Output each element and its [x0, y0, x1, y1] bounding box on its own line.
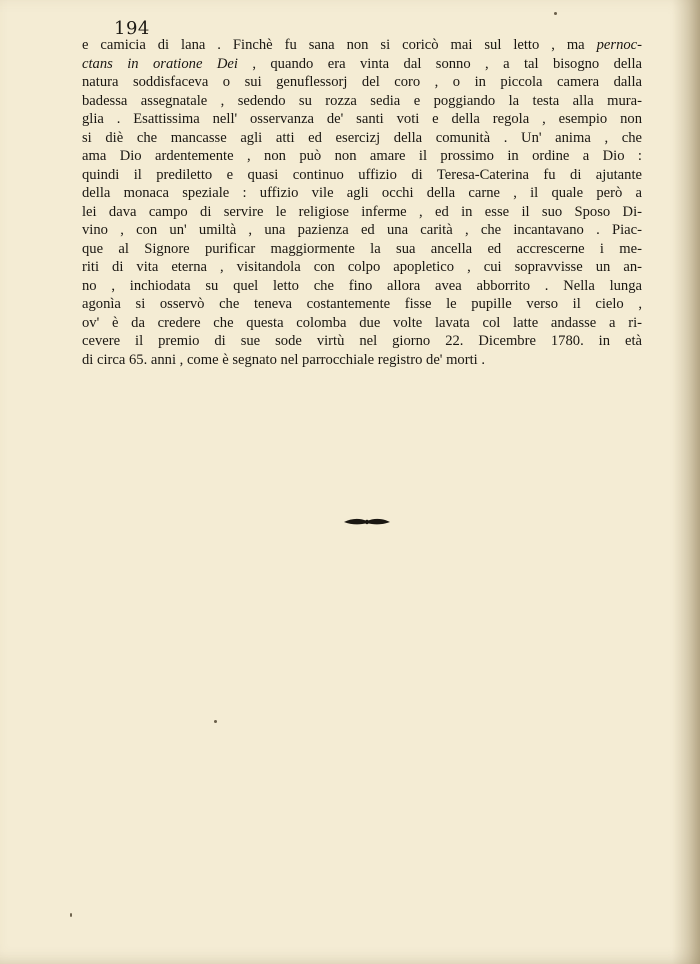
- tailpiece-ornament-icon: [342, 515, 392, 529]
- text-line: [82, 203, 642, 222]
- body-text: [82, 36, 642, 369]
- italic-text-segment: ctans in oratione Dei: [82, 55, 238, 72]
- text-segment: quindi il prediletto e quasi continuo uffizio di Teresa-Caterina fu di ajutante: [82, 166, 642, 183]
- page-edge-shadow: [672, 0, 700, 964]
- text-segment: que al Signore purificar maggiormente la sua ancella ed accrescerne i me-: [82, 240, 642, 257]
- text-line: [82, 110, 642, 129]
- text-line: [82, 184, 642, 203]
- text-segment: riti di vita eterna , visitandola con colpo apopletico , cui sopravvisse un an-: [82, 259, 642, 275]
- text-segment: di circa 65. anni , come è segnato nel parrocchiale registro de' morti .: [82, 351, 485, 368]
- text-line: [82, 258, 642, 277]
- text-segment: ama Dio ardentemente , non può non amare il prossimo in ordine a Dio :: [82, 148, 642, 164]
- text-line: [82, 351, 642, 370]
- page-number: 194: [114, 18, 150, 39]
- text-segment: natura soddisfaceva o sui genuflessorj del coro , o in piccola camera dalla: [82, 74, 642, 90]
- text-line: [82, 147, 642, 166]
- text-line: [82, 73, 642, 92]
- text-segment: ov' è da credere che questa colomba due volte lavata col latte andasse a ri-: [82, 314, 642, 331]
- italic-text-segment: pernoc-: [596, 37, 642, 53]
- text-line: [82, 92, 642, 111]
- text-segment: lei dava campo di servire le religiose inferme , ed in esse il suo Sposo Di-: [82, 203, 642, 220]
- text-line: [82, 240, 642, 259]
- text-segment: agonìa si osservò che teneva costantemente fisse le pupille verso il cielo ,: [82, 296, 642, 312]
- paper-speck: [70, 913, 72, 917]
- text-line: [82, 277, 642, 296]
- paper-speck: [554, 12, 557, 15]
- text-line: [82, 36, 642, 55]
- text-line: [82, 221, 642, 240]
- text-segment: glia . Esattissima nell' osservanza de' santi voti e della regola , esempio non: [82, 111, 642, 127]
- text-segment: cevere il premio di sue sode virtù nel giorno 22. Dicembre 1780. in età: [82, 333, 642, 349]
- text-line: [82, 314, 642, 333]
- text-segment: no , inchiodata su quel letto che fino allora avea abborrito . Nella lunga: [82, 277, 642, 294]
- text-segment: vino , con un' umiltà , una pazienza ed una carità , che incantavano . Piac-: [82, 222, 642, 238]
- text-line: [82, 166, 642, 185]
- paper-speck: [214, 720, 217, 723]
- text-segment: si diè che mancasse agli atti ed esercizj della comunità . Un' anima , che: [82, 129, 642, 146]
- text-segment: , quando era vinta dal sonno , a tal bisogno della: [237, 55, 642, 72]
- text-line: [82, 332, 642, 351]
- text-segment: della monaca speziale : uffizio vile agli occhi della carne , il quale però a: [82, 185, 642, 201]
- text-segment: e camicia di lana . Finchè fu sana non si coricò mai sul letto , ma: [82, 37, 597, 53]
- text-line: [82, 129, 642, 148]
- text-segment: badessa assegnatale , sedendo su rozza sedia e poggiando la testa alla mura-: [82, 92, 642, 109]
- text-line: [82, 295, 642, 314]
- text-line: [82, 55, 642, 74]
